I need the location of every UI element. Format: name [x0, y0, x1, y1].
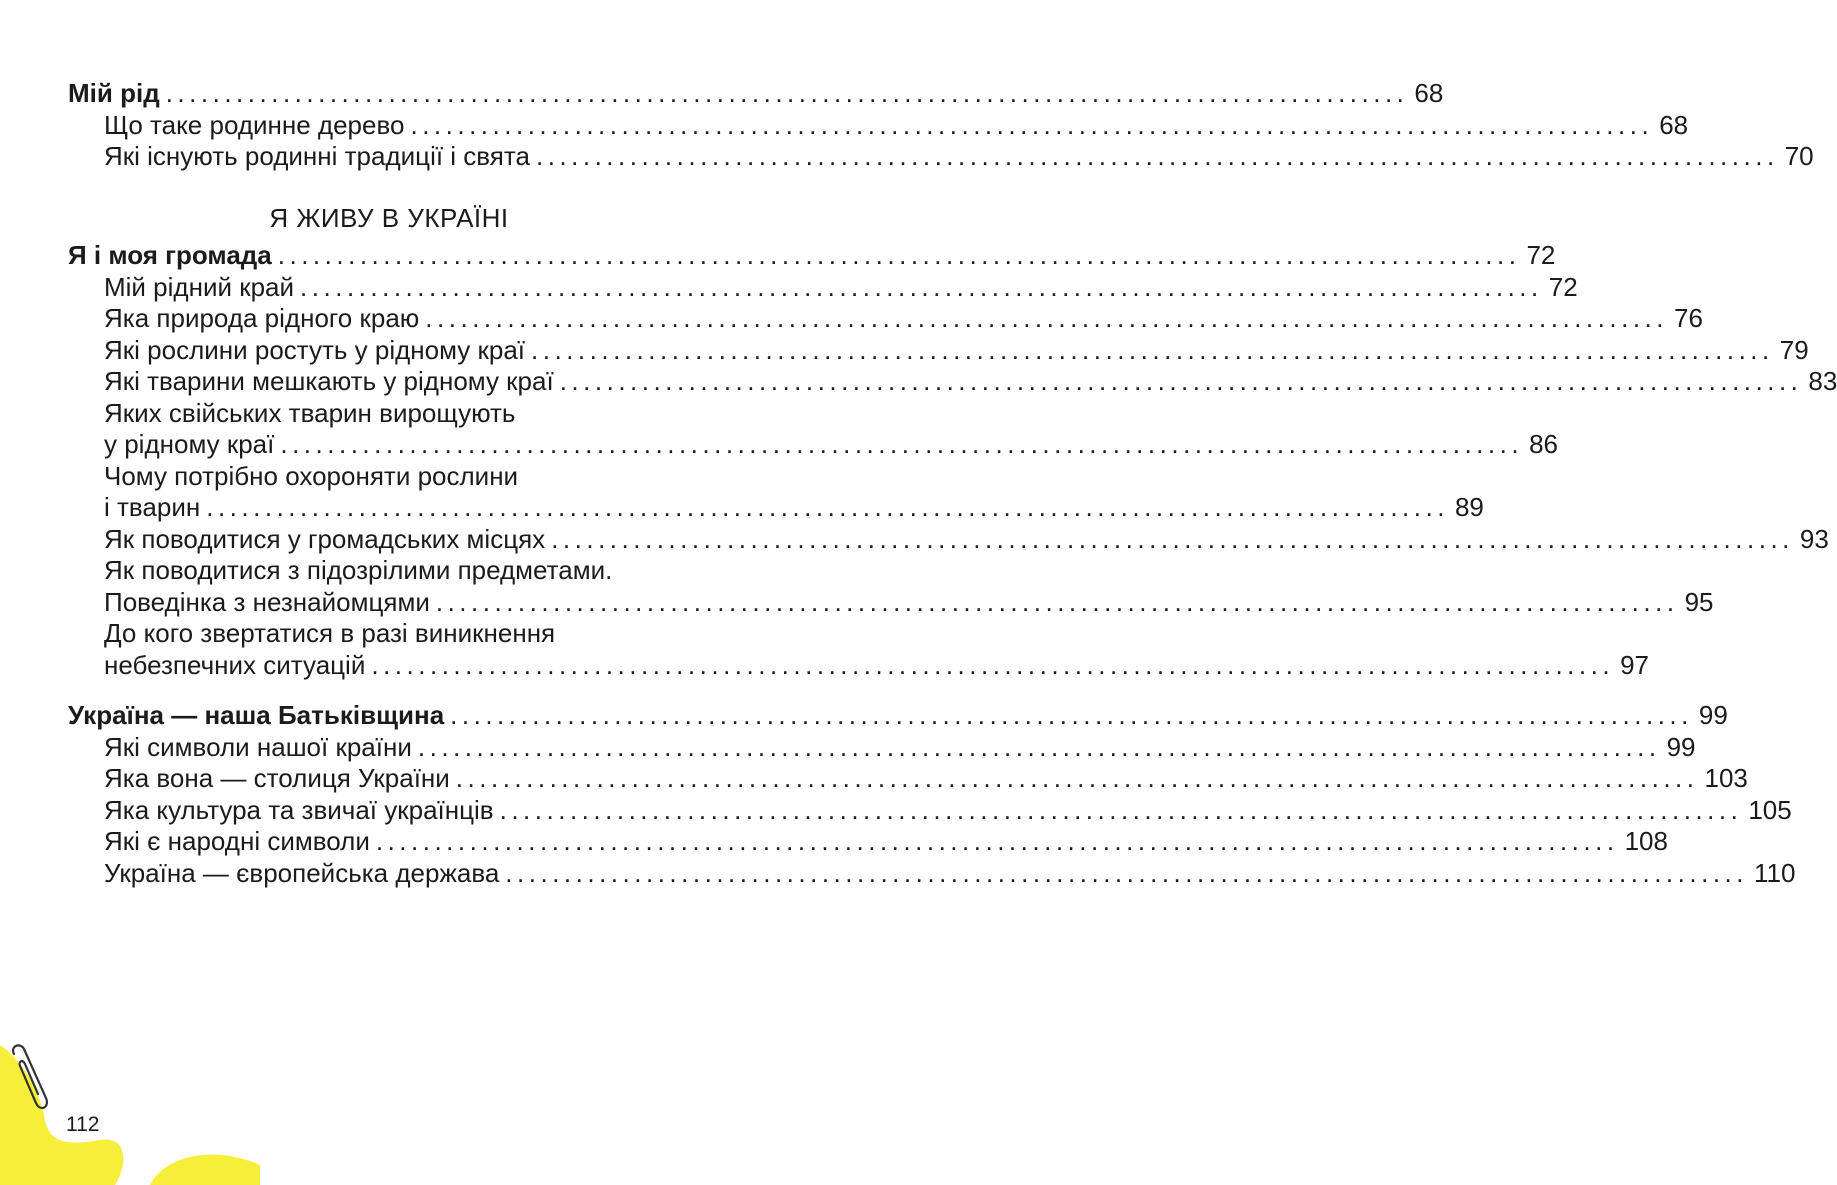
toc-entry: і тварин .......................................................................................................... 89 [104, 492, 1484, 522]
dot-leader: .......................................................................................................... [165, 78, 1409, 108]
dot-leader: .......................................................................................................... [535, 141, 1779, 171]
dot-leader: .......................................................................................................... [559, 366, 1803, 396]
toc-entry: Яка вона — столиця України .......................................................................................................... 103 [104, 763, 1748, 793]
toc-entry: Які тварини мешкають у рідному краї .......................................................................................................... 83 [104, 366, 1837, 396]
toc-entry: Які символи нашої країни .......................................................................................................... 99 [104, 731, 1696, 762]
toc-entry: Що таке родинне дерево .......................................................................................................... 68 [104, 109, 1689, 140]
toc-entry: Яка культура та звичаї українців .......................................................................................................... 105 [104, 794, 1792, 825]
dot-leader: .......................................................................................................... [551, 523, 1794, 554]
dot-leader: .......................................................................................................... [455, 763, 1699, 793]
toc-entry: Яка природа рідного краю .......................................................................................................... 76 [104, 303, 1703, 333]
toc-entry-first-line: Як поводитися з підозрілими предметами. [104, 555, 613, 585]
page-number: 112 [66, 1113, 100, 1136]
dot-leader: .......................................................................................................... [505, 857, 1749, 888]
yellow-blob-shape [0, 1045, 123, 1185]
dot-leader: .......................................................................................................... [280, 429, 1524, 459]
dot-leader: .......................................................................................................... [375, 826, 1619, 856]
dot-leader: .......................................................................................................... [499, 794, 1743, 825]
toc-entry-first-line: Чому потрібно охороняти рослини [104, 460, 519, 491]
toc-heading-my-family: Мій рід .......................................................................................................... 68 [68, 78, 1444, 108]
toc-entry: Поведінка з незнайомцями .......................................................................................................... 95 [104, 586, 1714, 617]
toc-heading-ukraine: Україна — наша Батьківщина .......................................................................................................... 99 [68, 700, 1728, 730]
toc-entry-first-line: Яких свійських тварин вирощують [104, 397, 516, 428]
toc-entry: Які існують родинні традиції і свята .......................................................................................................... 70 [104, 141, 1814, 171]
toc-entry-first-line: До кого звертатися в разі виникнення [104, 618, 556, 648]
section-title: Я ЖИВУ В УКРАЇНІ [269, 202, 509, 233]
dot-leader: .......................................................................................................... [300, 271, 1543, 302]
dot-leader: .......................................................................................................... [371, 649, 1615, 680]
table-of-contents [68, 78, 1837, 889]
toc-heading-community: Я і моя громада .......................................................................................................... 72 [68, 240, 1556, 270]
toc-entry: у рідному краї .......................................................................................................... 86 [104, 429, 1558, 459]
dot-leader: .......................................................................................................... [277, 240, 1521, 270]
toc-entry: Які є народні символи .......................................................................................................... 108 [104, 826, 1668, 856]
dot-leader: .......................................................................................................... [425, 303, 1669, 333]
dot-leader: .......................................................................................................... [206, 492, 1449, 522]
dot-leader: .......................................................................................................... [417, 731, 1661, 762]
corner-decoration [0, 1040, 260, 1185]
toc-entry: Як поводитися у громадських місцях .......................................................................................................... 93 [104, 523, 1829, 554]
toc-entry: Мій рідний край .......................................................................................................... 72 [104, 271, 1578, 302]
toc-entry: небезпечних ситуацій .......................................................................................................... 97 [104, 649, 1649, 680]
toc-entry: Україна — європейська держава .......................................................................................................... 110 [104, 857, 1796, 888]
dot-leader: .......................................................................................................... [531, 334, 1774, 365]
toc-entry: Які рослини ростуть у рідному краї .......................................................................................................... 79 [104, 334, 1809, 365]
yellow-blob-shape [150, 1155, 260, 1185]
dot-leader: .......................................................................................................... [450, 700, 1693, 730]
dot-leader: .......................................................................................................... [435, 586, 1679, 617]
dot-leader: .......................................................................................................... [410, 109, 1654, 140]
